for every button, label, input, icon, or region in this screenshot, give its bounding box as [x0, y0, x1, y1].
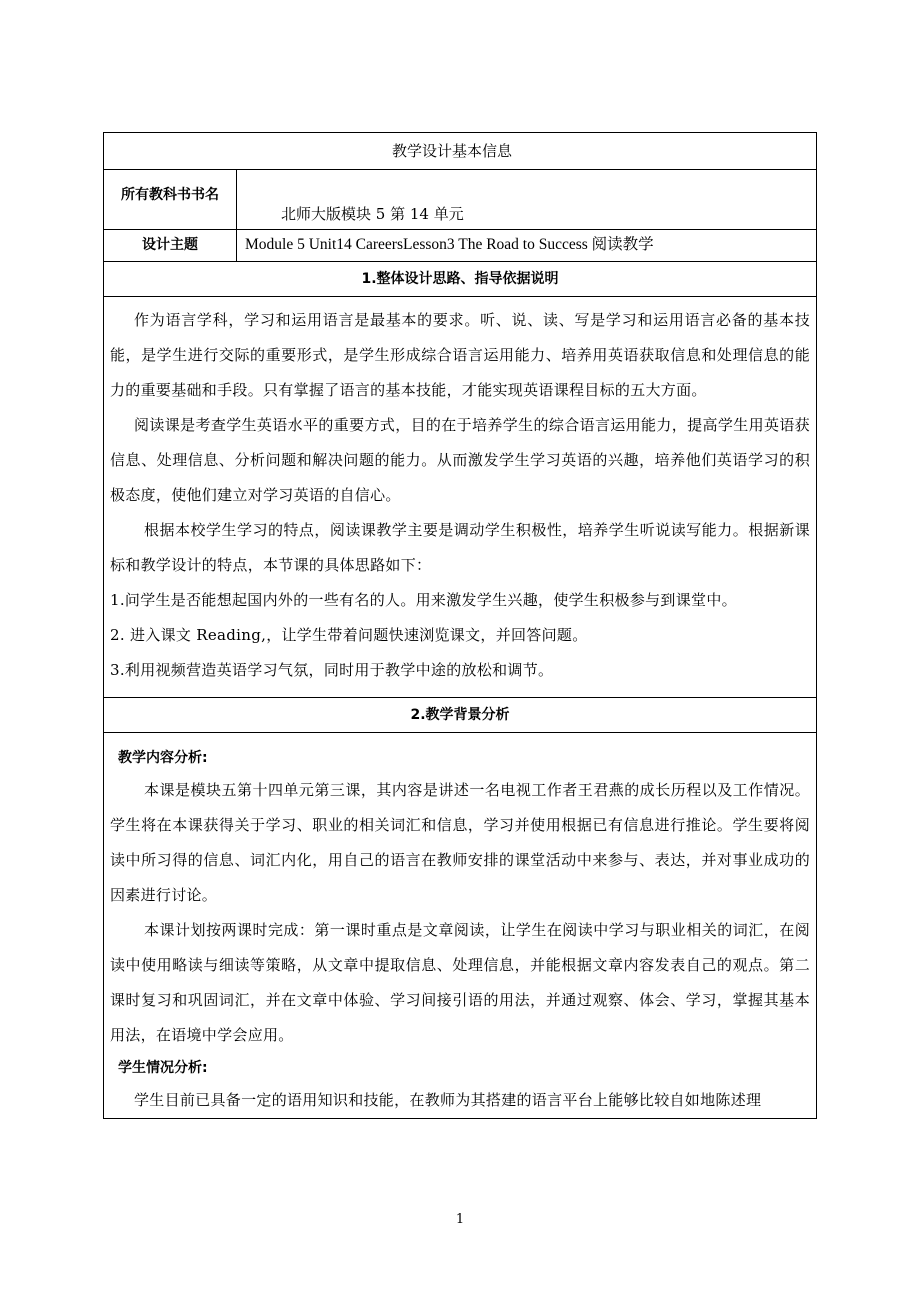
section1-paragraph: 阅读课是考查学生英语水平的重要方式，目的在于培养学生的综合语言运用能力，提高学生用英语获信息、处理信息、分析问题和解决问题的能力。从而激发学生学习英语的兴趣，培养他们英语学习的积极态度，使他们建立对学习英语的自信心。	[110, 416, 810, 504]
topic-value: Module 5 Unit14 CareersLesson3 The Road to Success 阅读教学	[245, 236, 654, 253]
section2-body	[104, 733, 816, 1118]
content-paragraph: 本课是模块五第十四单元第三课，其内容是讲述一名电视工作者王君燕的成长历程以及工作情况。学生将在本课获得关于学习、职业的相关词汇和信息，学习并使用根据已有信息进行推论。学生要将阅读中所习得的信息、词汇内化，用自己的语言在教师安排的课堂活动中来参与、表达，并对事业成功的因素进行讨论。	[110, 781, 810, 904]
section1-step: 1.问学生是否能想起国内外的一些有名的人。用来激发学生兴趣，使学生积极参与到课堂中。	[110, 591, 737, 609]
page-number: 1	[455, 1212, 465, 1227]
section1-step: 3.利用视频营造英语学习气氛，同时用于教学中途的放松和调节。	[110, 661, 554, 679]
section1-step: 2. 进入课文 Reading,，让学生带着问题快速浏览课文，并回答问题。	[110, 626, 588, 644]
table-title-row	[104, 133, 816, 170]
student-analysis-title: 学生情况分析:	[118, 1060, 208, 1076]
topic-row	[104, 230, 816, 262]
topic-label: 设计主题	[104, 230, 237, 261]
book-row	[104, 170, 816, 230]
book-label: 所有教科书书名	[104, 170, 237, 229]
section1-body	[104, 297, 816, 698]
section2-heading: 2.教学背景分析	[104, 698, 816, 733]
book-value: 北师大版模块 5 第 14 单元	[281, 205, 464, 223]
section1-paragraph: 根据本校学生学习的特点，阅读课教学主要是调动学生积极性，培养学生听说读写能力。根据新课标和教学设计的特点，本节课的具体思路如下：	[110, 521, 810, 574]
student-paragraph: 学生目前已具备一定的语用知识和技能，在教师为其搭建的语言平台上能够比较自如地陈述理	[134, 1091, 762, 1109]
section1-heading: 1.整体设计思路、指导依据说明	[104, 262, 816, 297]
table-title: 教学设计基本信息	[391, 142, 512, 160]
content-paragraph: 本课计划按两课时完成：第一课时重点是文章阅读，让学生在阅读中学习与职业相关的词汇，在阅读中使用略读与细读等策略，从文章中提取信息、处理信息，并能根据文章内容发表自己的观点。第二课时复习和巩固词汇，并在文章中体验、学习间接引语的用法，并通过观察、体会、学习，掌握其基本用法，在语境中学会应用。	[110, 921, 810, 1044]
section1-paragraph: 作为语言学科，学习和运用语言是最基本的要求。听、说、读、写是学习和运用语言必备的基本技能，是学生进行交际的重要形式，是学生形成综合语言运用能力、培养用英语获取信息和处理信息的能力的重要基础和手段。只有掌握了语言的基本技能，才能实现英语课程目标的五大方面。	[110, 311, 810, 399]
lesson-plan-table	[103, 132, 817, 1119]
content-analysis-title: 教学内容分析:	[118, 750, 208, 766]
